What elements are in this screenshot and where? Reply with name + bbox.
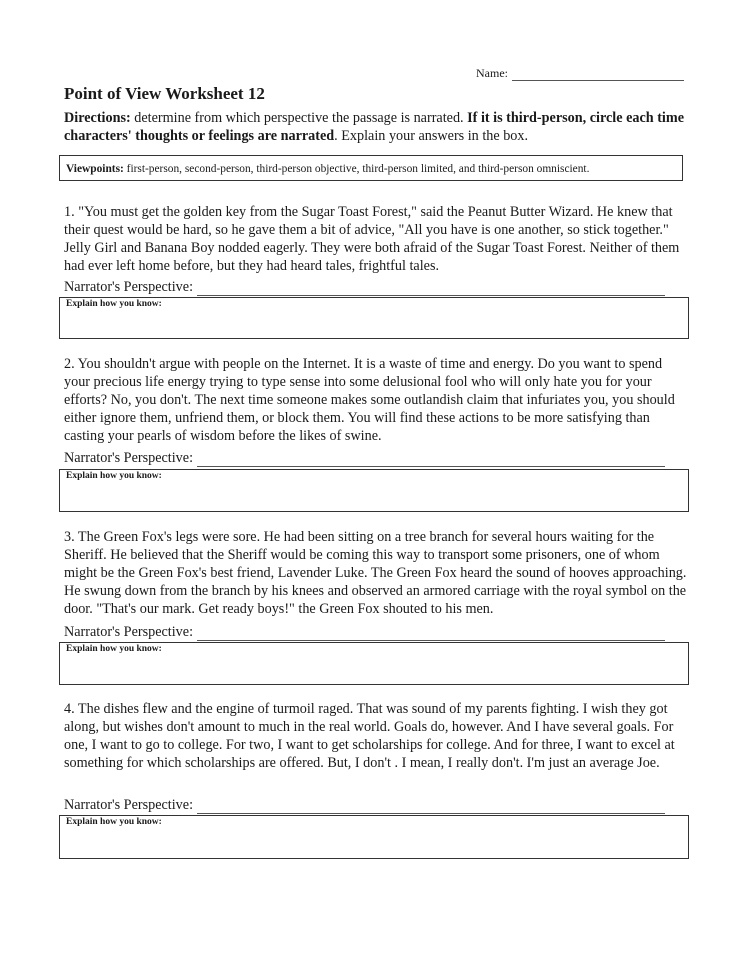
question-1-passage: 1. "You must get the golden key from the Sugar Toast Forest," said the Peanut Butter Wizard. He knew that their quest would be hard, so he gave them a bit of advice, "All you have is one another, so stick together." Jelly Girl and Banana Boy nodded eagerly. They were both afraid of the Sugar Toast Forest. Neither of them had ever left home before, but they had heard tales, frightful tales. bbox=[64, 204, 680, 274]
viewpoints-label: Viewpoints: bbox=[66, 163, 124, 175]
question-3-passage: 3. The Green Fox's legs were sore. He had been sitting on a tree branch for several hours waiting for the Sheriff. He believed that the Sheriff would be coming this way to transport some prisoners, one of whom might be the Green Fox's best friend, Lavender Luke. The Green Fox heard the sound of hooves approaching. He swung down from the branch by his knees and observed an armored carriage with the royal symbol on the door. "That's our mark. Get ready boys!" the Green Fox shouted to his men. bbox=[64, 529, 687, 617]
question-2-explain-box bbox=[59, 469, 689, 512]
question-3-perspective bbox=[64, 624, 665, 641]
perspective-label: Narrator's Perspective: bbox=[64, 797, 194, 813]
perspective-label: Narrator's Perspective: bbox=[64, 624, 194, 640]
directions-text-1: determine from which perspective the passage is narrated. bbox=[130, 110, 468, 126]
directions-label: Directions: bbox=[64, 110, 131, 126]
question-4-perspective bbox=[64, 797, 665, 814]
question-4-passage: 4. The dishes flew and the engine of turmoil raged. That was sound of my parents fighting. I wish they got along, but wishes don't amount to much in the real world. Goals do, however. And I have several goals. For one, I want to go to college. For two, I want to get scholarships for college. And for three, I want to excel at something for which scholarships are offered. But, I don't . I mean, I really don't. I'm just an average Joe. bbox=[64, 701, 675, 771]
name-blank-line bbox=[512, 68, 684, 81]
perspective-blank-line bbox=[197, 281, 665, 296]
question-4-explain-box bbox=[59, 815, 689, 859]
directions-text-2: . Explain your answers in the box. bbox=[334, 128, 529, 144]
explain-label: Explain how you know: bbox=[66, 644, 162, 654]
explain-label: Explain how you know: bbox=[66, 817, 162, 827]
question-3-explain-box bbox=[59, 642, 689, 685]
viewpoints-text: first-person, second-person, third-person objective, third-person limited, and third-person omniscient. bbox=[123, 163, 590, 175]
name-field bbox=[476, 66, 684, 81]
perspective-label: Narrator's Perspective: bbox=[64, 279, 194, 295]
question-2-perspective bbox=[64, 450, 665, 467]
directions bbox=[64, 109, 689, 145]
viewpoints-box bbox=[59, 155, 683, 181]
perspective-blank-line bbox=[197, 452, 665, 467]
explain-label: Explain how you know: bbox=[66, 299, 162, 309]
perspective-label: Narrator's Perspective: bbox=[64, 450, 194, 466]
name-label: Name: bbox=[476, 66, 508, 80]
directions-bold-text: If it is third-person, circle each time characters' thoughts or feelings are narrated bbox=[64, 110, 684, 144]
question-1-explain-box bbox=[59, 297, 689, 339]
worksheet-title: Point of View Worksheet 12 bbox=[64, 84, 265, 103]
question-1-perspective bbox=[64, 279, 665, 296]
perspective-blank-line bbox=[197, 799, 665, 814]
question-2-passage: 2. You shouldn't argue with people on the Internet. It is a waste of time and energy. Do you want to spend your precious life energy trying to type sense into some delusional fool who will only hate you for your efforts? No, you don't. The next time someone makes some outlandish claim that infuriates you, you should either ignore them, unfriend them, or block them. You will find these actions to be more satisfying than casting your pearls of wisdom before the likes of swine. bbox=[64, 356, 675, 444]
perspective-blank-line bbox=[197, 626, 665, 641]
explain-label: Explain how you know: bbox=[66, 471, 162, 481]
